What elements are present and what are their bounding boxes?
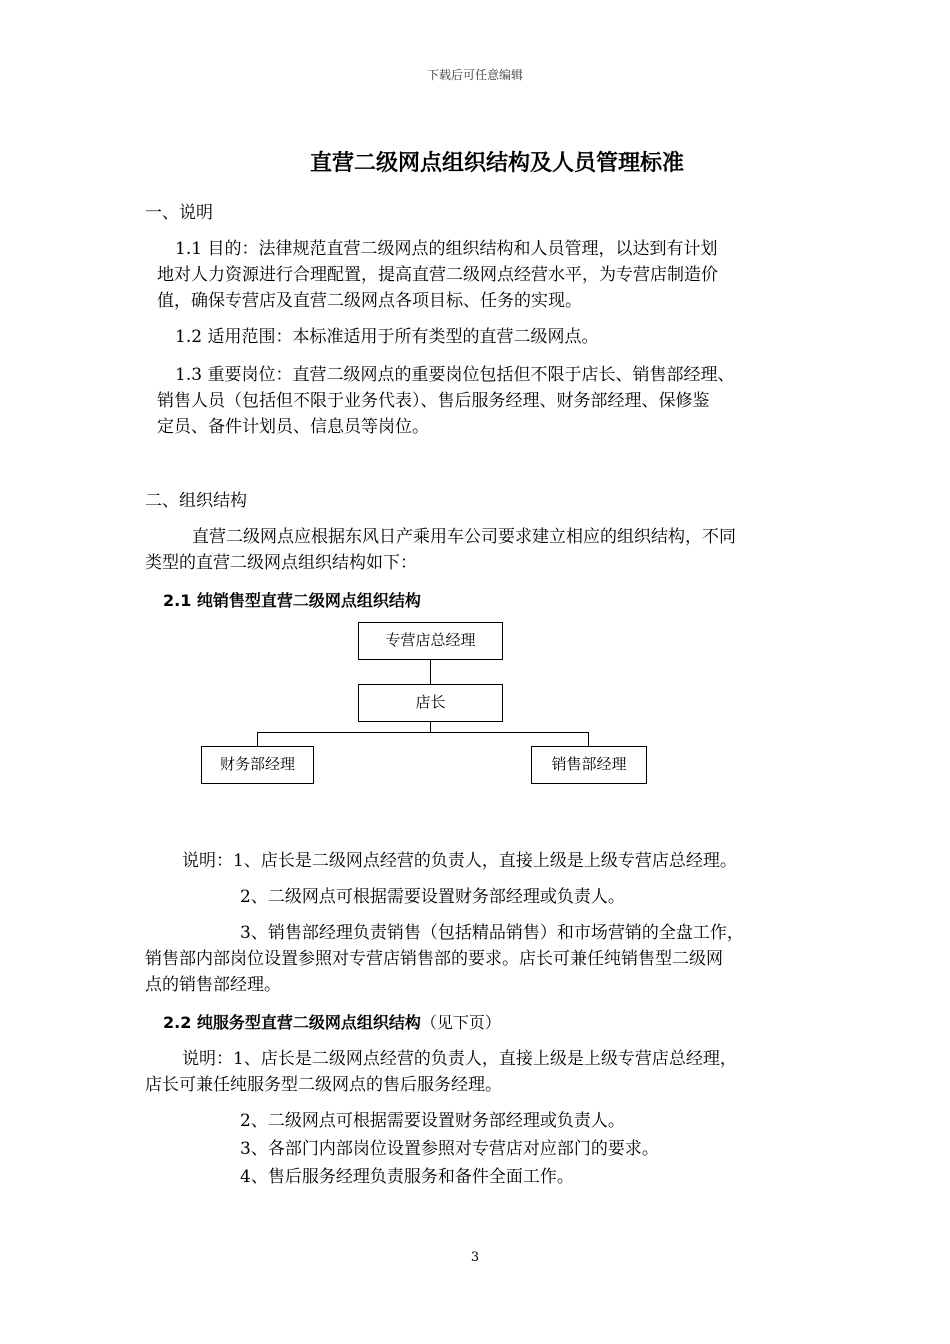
org-connector-sales <box>588 732 589 746</box>
paragraph-1-1-line3: 值，确保专营店及直营二级网点各项目标、任务的实现。 <box>157 291 582 311</box>
subsection-2-2-title: 2.2 纯服务型直营二级网点组织结构 <box>163 1013 421 1032</box>
paragraph-1-3-line1: 1.3 重要岗位：直营二级网点的重要岗位包括但不限于店长、销售部经理、 <box>175 365 735 385</box>
org-connector-manager-down <box>430 722 431 732</box>
paragraph-1-1-line2: 地对人力资源进行合理配置，提高直营二级网点经营水平，为专营店制造价 <box>157 265 718 285</box>
org-connector-finance <box>257 732 258 746</box>
page-header-note: 下载后可任意编辑 <box>426 68 523 82</box>
note2-item2: 2、二级网点可根据需要设置财务部经理或负责人。 <box>240 1111 625 1131</box>
org-box-sales-manager-label: 销售部经理 <box>551 755 627 773</box>
org-box-sales-manager <box>531 746 647 784</box>
note2-item3: 3、各部门内部岗位设置参照对专营店对应部门的要求。 <box>240 1139 659 1159</box>
org-connector-horizontal <box>257 732 589 733</box>
section2-intro-line2: 类型的直营二级网点组织结构如下： <box>145 553 417 573</box>
org-box-finance-manager <box>201 746 314 784</box>
org-box-general-manager-label: 专营店总经理 <box>385 631 476 649</box>
org-connector-gm-manager <box>430 660 431 684</box>
paragraph-1-1-line1: 1.1 目的：法律规范直营二级网点的组织结构和人员管理，以达到有计划 <box>175 239 718 259</box>
org-box-finance-manager-label: 财务部经理 <box>219 755 295 773</box>
page-number: 3 <box>470 1250 480 1265</box>
section1-heading: 一、说明 <box>145 203 213 223</box>
note2-item1-line2: 店长可兼任纯服务型二级网点的售后服务经理。 <box>145 1075 502 1095</box>
section2-intro-line1: 直营二级网点应根据东风日产乘用车公司要求建立相应的组织结构，不同 <box>192 527 736 547</box>
subsection-2-2-suffix: （见下页） <box>420 1013 501 1032</box>
note1-item3-line1: 3、销售部经理负责销售（包括精品销售）和市场营销的全盘工作， <box>240 923 744 943</box>
document-title: 直营二级网点组织结构及人员管理标准 <box>310 151 685 176</box>
note1-item1: 说明：1、店长是二级网点经营的负责人，直接上级是上级专营店总经理。 <box>182 851 737 871</box>
subsection-2-2-heading <box>163 1010 501 1033</box>
subsection-2-1-heading: 2.1 纯销售型直营二级网点组织结构 <box>163 591 421 610</box>
paragraph-1-2: 1.2 适用范围：本标准适用于所有类型的直营二级网点。 <box>175 327 599 347</box>
paragraph-1-3-line3: 定员、备件计划员、信息员等岗位。 <box>157 417 429 437</box>
org-box-store-manager-label: 店长 <box>415 693 446 711</box>
note1-item2: 2、二级网点可根据需要设置财务部经理或负责人。 <box>240 887 625 907</box>
note2-item4: 4、售后服务经理负责服务和备件全面工作。 <box>240 1167 574 1187</box>
org-box-store-manager <box>358 684 503 722</box>
paragraph-1-3-line2: 销售人员（包括但不限于业务代表）、售后服务经理、财务部经理、保修鉴 <box>157 391 710 411</box>
note1-item3-line3: 点的销售部经理。 <box>145 975 281 995</box>
note2-item1-line1: 说明：1、店长是二级网点经营的负责人，直接上级是上级专营店总经理， <box>182 1049 737 1069</box>
section2-heading: 二、组织结构 <box>145 491 247 511</box>
org-box-general-manager <box>358 622 503 660</box>
note1-item3-line2: 销售部内部岗位设置参照对专营店销售部的要求。店长可兼任纯销售型二级网 <box>145 949 723 969</box>
